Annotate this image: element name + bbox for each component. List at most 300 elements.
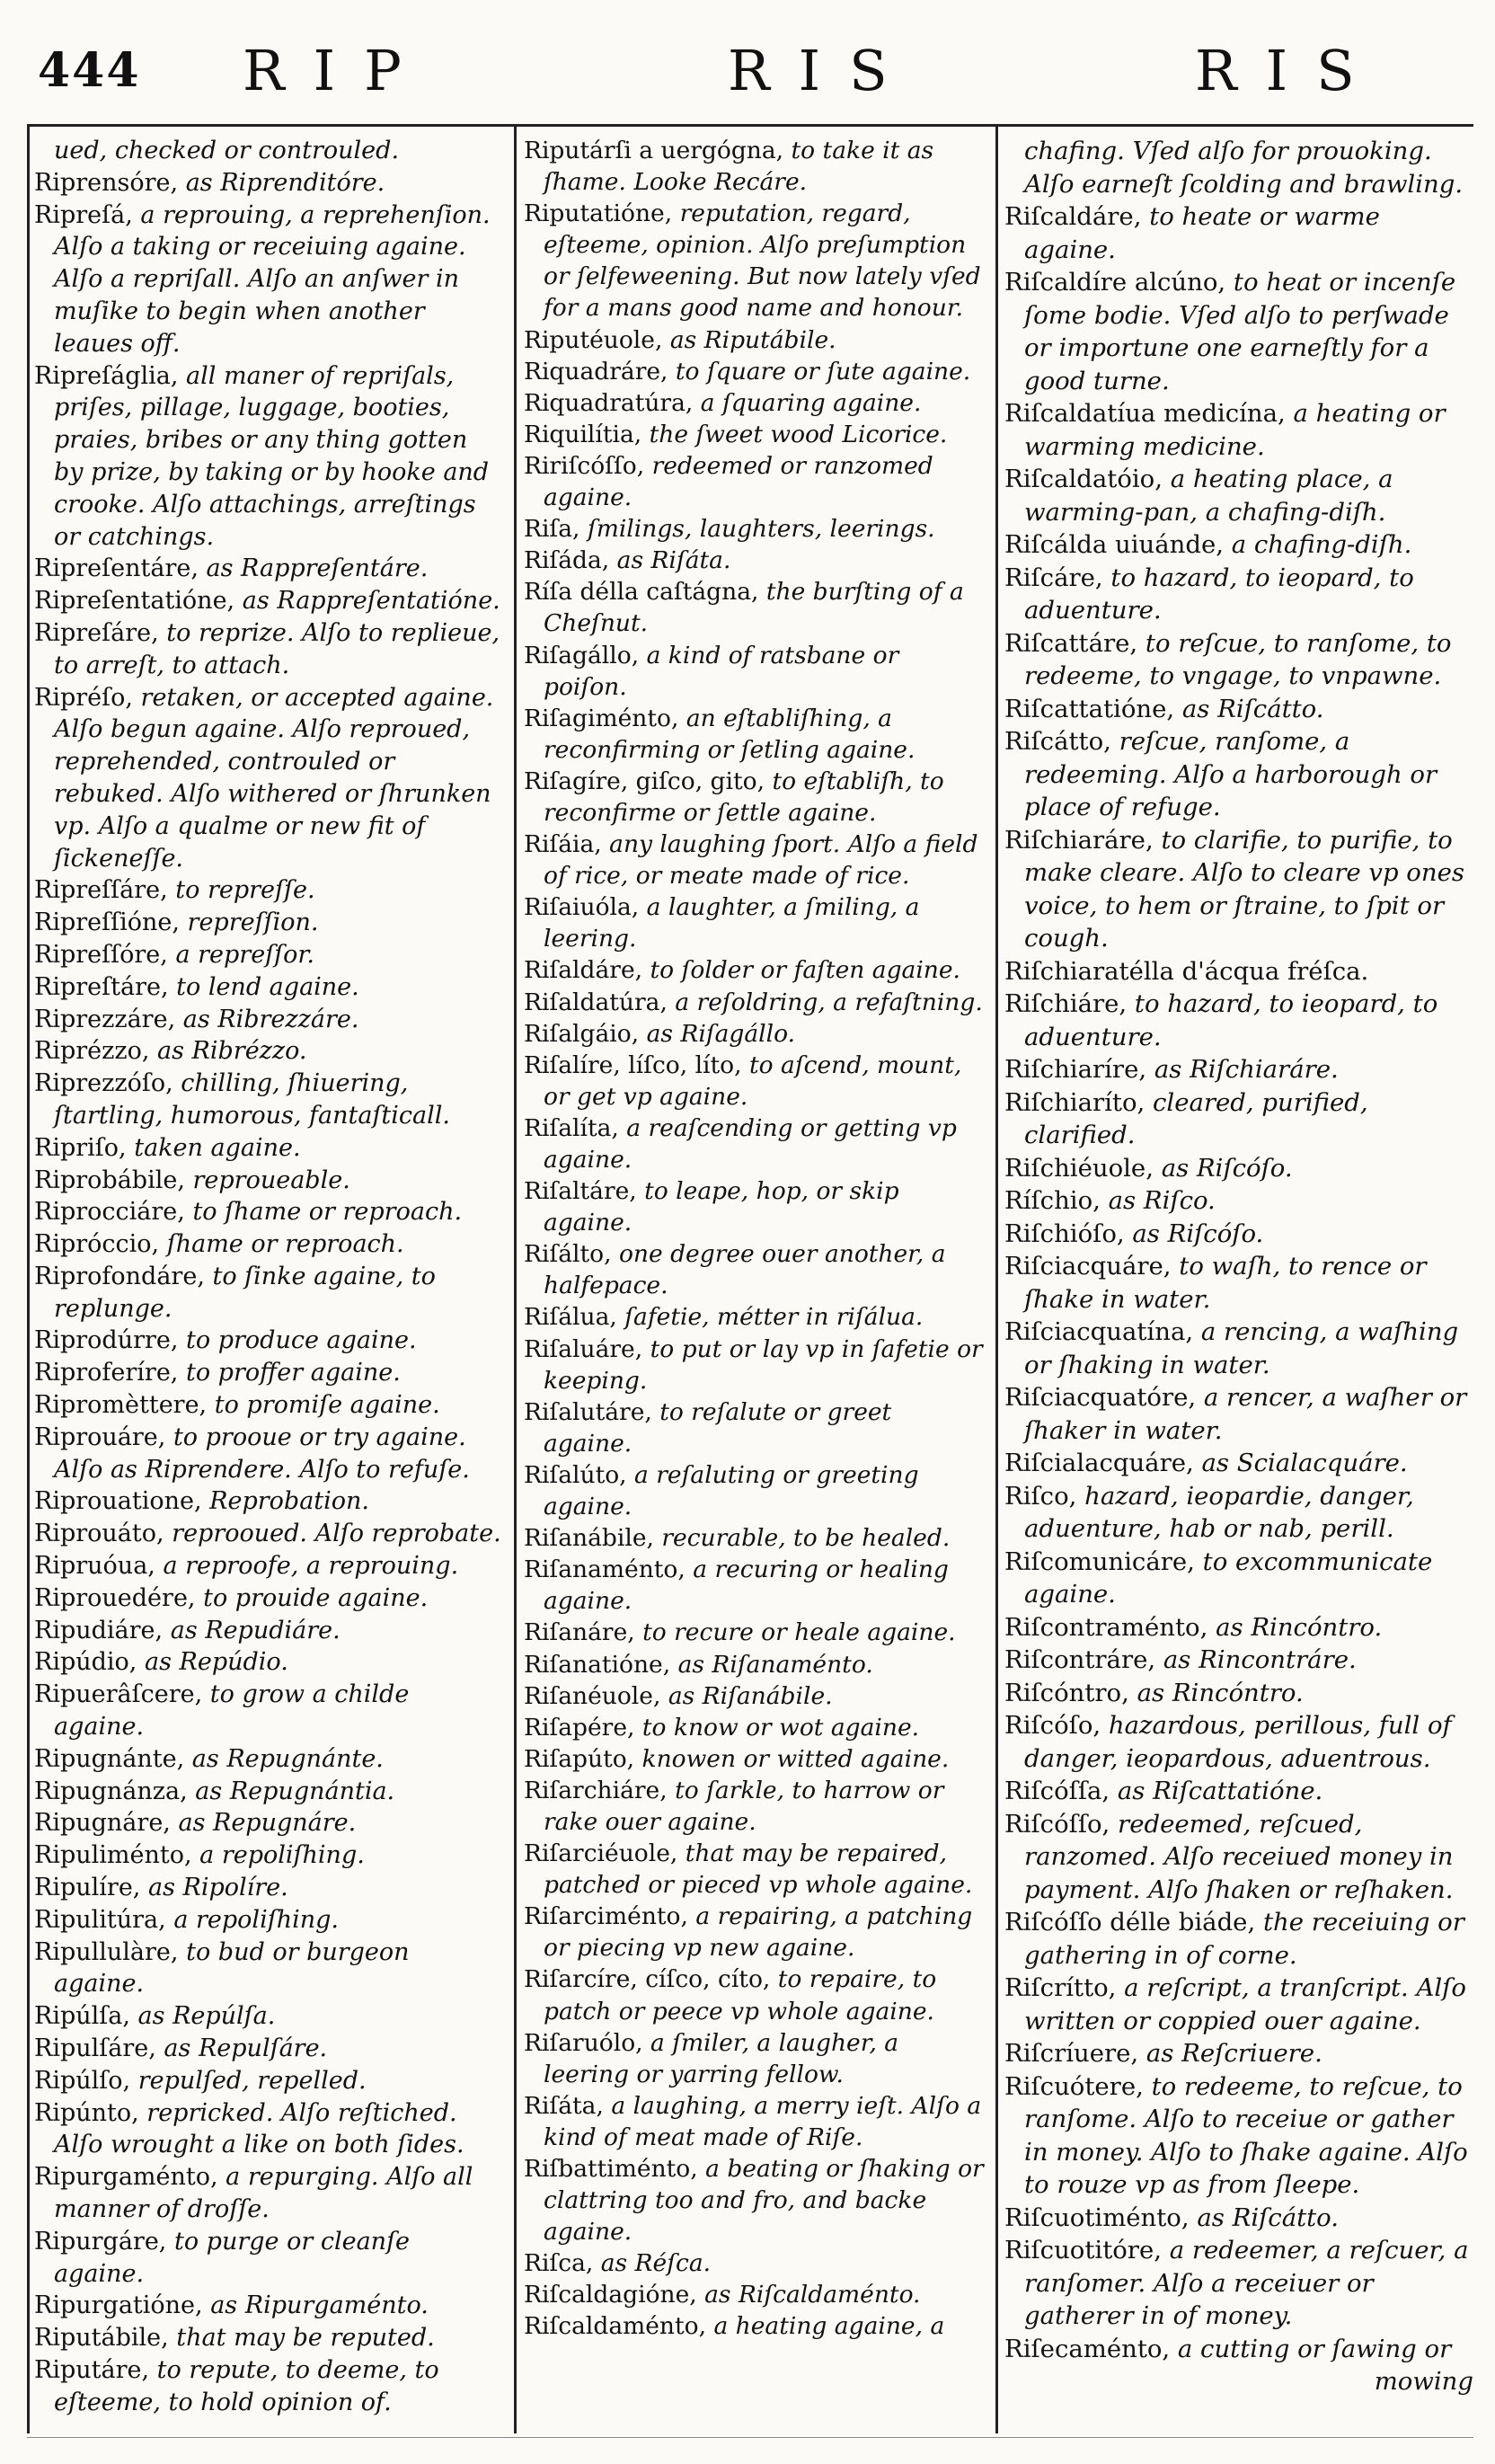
column-divider-1 [514, 124, 517, 2433]
definition: as Rappreſentatióne. [242, 587, 500, 616]
headword: Riſcialacquáre, [1004, 1449, 1202, 1477]
dictionary-entry [34, 2354, 501, 2419]
dictionary-entry [1004, 2234, 1473, 2333]
definition: to bud or burgeon againe. [54, 1937, 410, 1999]
dictionary-entry [1004, 1184, 1473, 1218]
definition: as Repúlſa. [137, 2002, 276, 2031]
dictionary-entry [1004, 693, 1473, 726]
dictionary-entry [524, 1712, 984, 1743]
definition: to ſarkle, to harrow or rake ouer againe. [544, 1776, 944, 1836]
definition: reſcue, ranſome, a redeeming. Alſo a harborough or place of refuge. [1024, 727, 1438, 821]
dictionary-entry [1004, 463, 1473, 528]
headword: Ripriſo, [34, 1133, 135, 1162]
dictionary-entry [524, 1775, 984, 1838]
dictionary-entry [524, 2310, 984, 2342]
headword: Riprouáre, [34, 1423, 173, 1451]
headword: Riſagállo, [524, 641, 647, 669]
definition: to hazard, to ieopard, to aduenture. [1024, 563, 1414, 625]
dictionary-entry [524, 1334, 984, 1396]
definition: to excommunicate againe. [1024, 1547, 1433, 1609]
headword: Riputáre, [34, 2355, 157, 2384]
dictionary-entry [524, 1838, 984, 1901]
dictionary-entry [34, 1196, 501, 1228]
headword: Riſaldáre, [524, 956, 650, 985]
headword: Ripreſſáre, [34, 876, 176, 905]
definition: hazardous, perillous, full of danger, ieopardous, aduentrous. [1024, 1711, 1452, 1773]
definition: as Riſcóſo. [1132, 1219, 1264, 1248]
definition: to proffer againe. [185, 1359, 401, 1387]
dictionary-entry [34, 2065, 501, 2097]
headword: Ripúlſa, [34, 2002, 138, 2031]
definition: repreſſion. [187, 908, 319, 937]
definition: as Ribrézzo. [157, 1037, 307, 1066]
headword: Riſco, [1004, 1481, 1085, 1511]
headword: Riſanábile, [524, 1524, 662, 1553]
headword: Riſcontráre, [1004, 1645, 1163, 1674]
dictionary-entry [34, 2033, 501, 2065]
dictionary-entry [524, 387, 984, 419]
dictionary-entry [1004, 824, 1473, 955]
headword: Riſchiaríre, [1004, 1055, 1154, 1084]
headword: Riſarcíre, cíſco, cíto, [524, 1965, 778, 1994]
dictionary-entry [1004, 2070, 1473, 2202]
headword: Riprouáto, [34, 1520, 172, 1548]
dictionary-entry [524, 198, 984, 324]
column-1 [34, 135, 501, 2419]
definition: to repaire, to patch or peece vp whole againe. [544, 1965, 937, 2025]
dictionary-entry [1004, 2202, 1473, 2235]
definition: retaken, or accepted againe. Alſo begun againe. Alſo reproued, reprehended, controuled or rebuked. Alſo withered or ſhrunken vp. Alſo a qualme or new fit of ſickeneſſe. [54, 683, 494, 873]
definition: as Riputábile. [669, 325, 836, 354]
dictionary-entry [1004, 1906, 1473, 1972]
definition: to recure or heale againe. [642, 1618, 956, 1647]
headword: Ripromèttere, [34, 1391, 215, 1420]
definition: to leape, hop, or skip againe. [544, 1177, 899, 1237]
headword: Riſcuótere, [1004, 2071, 1152, 2101]
dictionary-entry [34, 2290, 501, 2322]
headword: Riſcaldatóio, [1004, 465, 1171, 493]
dictionary-entry [524, 1617, 984, 1648]
headword: Riſcaldáre, [1004, 202, 1150, 231]
definition: chilling, ſhiuering, ſtartling, humorous, fantaſticall. [54, 1069, 450, 1130]
definition: ſhame or reproach. [166, 1230, 404, 1259]
dictionary-entry [524, 324, 984, 356]
definition: a redeemer, a reſcuer, a ranſomer. Alſo a receiuer or gatherer in of money. [1024, 2236, 1469, 2330]
definition: to heate or warme againe. [1024, 202, 1380, 264]
headword: Riſchiéuole, [1004, 1153, 1162, 1183]
dictionary-entry [524, 703, 984, 766]
headword: Ripreſáglia, [34, 361, 187, 390]
definition: ſafetie, métter in riſálua. [624, 1303, 924, 1332]
headword: Ripurgatióne, [34, 2291, 211, 2320]
dictionary-entry [1004, 1709, 1473, 1775]
dictionary-entry [524, 1396, 984, 1459]
dictionary-entry [524, 545, 984, 576]
headword: Ripugnáre, [34, 1809, 179, 1838]
definition: to purge or cleanſe againe. [54, 2227, 411, 2288]
dictionary-entry [524, 2153, 984, 2247]
dictionary-entry [34, 1807, 501, 1839]
headword: Riſalíta, [524, 1113, 627, 1142]
dictionary-entry [1004, 1218, 1473, 1251]
definition: as Riſcaldaménto. [704, 2281, 921, 2309]
dictionary-entry [524, 356, 984, 387]
headword: Riſanéuole, [524, 1681, 668, 1710]
definition: any laughing ſport. Alſo a field of rice, or meate made of rice. [544, 830, 978, 891]
headword: Riproferíre, [34, 1359, 186, 1387]
headword: Ripreſentatióne, [34, 587, 243, 616]
definition: to lend againe. [176, 972, 359, 1001]
headword: Riſciacquáre, [1004, 1252, 1180, 1281]
definition: to ſhame or reproach. [192, 1198, 463, 1227]
headword: Riſchióſo, [1004, 1219, 1133, 1248]
definition: a beating or ſhaking or clattring too and fro, and backe againe. [544, 2155, 984, 2247]
headword: Riſciacquatóre, [1004, 1383, 1204, 1412]
headword: Riſapúto, [524, 1744, 642, 1773]
definition: as Scialacquáre. [1201, 1449, 1408, 1477]
dictionary-entry [1004, 528, 1473, 562]
headword: Ripreſáre, [34, 618, 167, 647]
definition: a kind of ratsbane or poiſon. [544, 641, 899, 701]
definition: to ſinke againe, to replunge. [54, 1262, 436, 1323]
headword: Riputatióne, [524, 199, 680, 228]
definition: as Riſanaménto. [677, 1650, 873, 1679]
dictionary-entry [34, 167, 501, 199]
dictionary-entry [524, 1238, 984, 1301]
definition: Reprobation. [209, 1487, 370, 1516]
dictionary-entry [34, 939, 501, 971]
dictionary-entry [34, 1550, 501, 1582]
headword: Riſecaménto, [1004, 2334, 1178, 2363]
definition: as Riſcattatióne. [1117, 1777, 1323, 1805]
dictionary-entry [1004, 955, 1473, 988]
definition: to take it as ſhame. Looke Recáre. [544, 137, 934, 197]
definition: repulſed, repelled. [137, 2066, 367, 2095]
definition: as Ripurgaménto. [210, 2291, 429, 2320]
dictionary-entry [34, 617, 501, 682]
dictionary-entry [34, 1357, 501, 1389]
headword: Riſarchiáre, [524, 1776, 676, 1804]
definition: recurable, to be healed. [661, 1524, 951, 1553]
definition: repricked. Alſo reſtiched. Alſo wrought a like on both ſides. [54, 2098, 464, 2159]
column-3 [1004, 135, 1473, 2398]
dictionary-entry [34, 1422, 501, 1486]
running-head-right: RIS [1195, 38, 1384, 103]
dictionary-entry [34, 1132, 501, 1165]
headword: Ripurgaménto, [34, 2163, 226, 2192]
dictionary-entry [524, 1522, 984, 1554]
definition: as Riprenditóre. [185, 168, 385, 197]
dictionary-entry [1004, 1677, 1473, 1710]
definition: a heating place, a warming-pan, a chafing-diſh. [1024, 465, 1393, 527]
headword: Riprézzo, [34, 1037, 158, 1066]
headword: Ripúlſo, [34, 2066, 138, 2095]
definition: a cutting or ſawing or [1177, 2334, 1452, 2363]
definition: to grow a childe againe. [54, 1680, 410, 1742]
headword: Ríſchio, [1004, 1186, 1109, 1215]
definition: a recuring or healing againe. [544, 1556, 949, 1616]
dictionary-entry [1004, 1086, 1473, 1152]
headword: Riſcaldagióne, [524, 2281, 705, 2309]
definition: to aſcend, mount, or get vp againe. [544, 1050, 962, 1111]
headword: Riſciacquatína, [1004, 1317, 1201, 1346]
definition: a reſcript, a tranſcript. Alſo written or coppied ouer againe. [1024, 1973, 1466, 2035]
headword: Ripulíre, [34, 1874, 148, 1902]
headword: Ripróccio, [34, 1230, 167, 1259]
dictionary-entry [1004, 1808, 1473, 1907]
dictionary-entry [1004, 1250, 1473, 1316]
headword: Riſáda, [524, 546, 617, 575]
headword: Ripreſentáre, [34, 554, 207, 583]
headword: Riſcuotiménto, [1004, 2203, 1198, 2232]
dictionary-entry [1004, 200, 1473, 266]
headword: Riſcattáre, [1004, 628, 1146, 658]
dictionary-entry [34, 2097, 501, 2162]
definition: a repreſſor. [175, 940, 314, 969]
headword: Riſchiáre, [1004, 989, 1135, 1018]
definition: a laughter, a ſmiling, a leering. [544, 893, 920, 953]
dictionary-entry [524, 1459, 984, 1522]
definition: as Repudiáre. [170, 1616, 341, 1644]
definition: redeemed, reſcued, ranzomed. Alſo receiued money in payment. Alſo ſhaken or reſhaken. [1024, 1809, 1454, 1904]
headword: Riſcomunicáre, [1004, 1547, 1203, 1576]
definition: as Riſcátto. [1197, 2203, 1340, 2232]
dictionary-entry [524, 576, 984, 639]
headword: Riſarciménto, [524, 1902, 696, 1931]
definition: taken againe. [134, 1133, 301, 1162]
headword: Riprocciáre, [34, 1198, 193, 1227]
headword: Ripruóua, [34, 1552, 164, 1581]
headword: Ripúdio, [34, 1648, 145, 1677]
definition: to reſcue, to ranſome, to redeeme, to vngage, to vnpawne. [1024, 628, 1452, 690]
definition: as Rincóntro. [1137, 1678, 1304, 1707]
dictionary-entry [1004, 1152, 1473, 1185]
footer-rule [27, 2437, 1473, 2438]
dictionary-entry [524, 2247, 984, 2279]
headword: Riſcáre, [1004, 563, 1111, 592]
definition: as Riſcátto. [1181, 694, 1324, 723]
dictionary-entry [34, 2000, 501, 2033]
dictionary-entry [524, 1743, 984, 1775]
definition: to prooue or try againe. Alſo as Riprendere. Alſo to refuſe. [54, 1423, 470, 1484]
definition: a repairing, a patching or piecing vp new againe. [544, 1902, 973, 1963]
dictionary-entry [524, 987, 984, 1018]
headword: Ripreſá, [34, 200, 141, 229]
definition: as Repúdio. [144, 1648, 288, 1677]
dictionary-entry [34, 199, 501, 360]
headword: Riſcaldaménto, [524, 2312, 714, 2341]
headword: Riquilítia, [524, 420, 650, 448]
headword: Riſcálda uiuánde, [1004, 530, 1232, 559]
definition: a repurging. Alſo all manner of droſſe. [54, 2163, 473, 2223]
headword: Riſáia, [524, 830, 610, 859]
dictionary-entry [34, 1904, 501, 1937]
headword: Riſálua, [524, 1303, 625, 1332]
headword: Riſca, [524, 2249, 601, 2278]
definition: to prouide againe. [203, 1583, 429, 1612]
headword: Ripuliménto, [34, 1841, 200, 1870]
dictionary-entry [1004, 1775, 1473, 1808]
definition: reproueable. [192, 1166, 350, 1194]
dictionary-entry [34, 1004, 501, 1036]
dictionary-entry [34, 1389, 501, 1422]
dictionary-entry [34, 1872, 501, 1904]
definition: a reſoldring, a refaſtning. [675, 988, 983, 1016]
definition: as Riſco. [1108, 1186, 1216, 1215]
definition: to ſquare or ſute againe. [675, 357, 971, 386]
dictionary-entry [1004, 1381, 1473, 1447]
headword: Riſaluáre, [524, 1334, 650, 1363]
definition: as Rappreſentáre. [206, 554, 429, 583]
definition: as Réſca. [600, 2249, 712, 2278]
definition: redeemed or ranzomed againe. [544, 451, 933, 512]
headword: Ripúnto, [34, 2098, 147, 2127]
headword: Ripreſſióne, [34, 908, 188, 937]
dictionary-entry [34, 907, 501, 939]
catchword: mowing [1374, 2367, 1473, 2396]
definition: to eſtabliſh, to reconfirme or ſettle againe. [544, 767, 944, 827]
headword: Ripréſo, [34, 683, 141, 712]
dictionary-entry [524, 450, 984, 513]
dictionary-entry [34, 1035, 501, 1068]
definition: cleared, purified, clarified. [1024, 1087, 1368, 1149]
definition: reprooued. Alſo reprobate. [172, 1520, 501, 1548]
dictionary-entry [524, 135, 984, 198]
dictionary-entry [1004, 2333, 1473, 2366]
dictionary-entry [524, 1050, 984, 1112]
dictionary-entry [524, 766, 984, 829]
definition: to repute, to deeme, to eſteeme, to hold opinion of. [54, 2355, 439, 2416]
definition: knowen or witted againe. [641, 1744, 950, 1773]
dictionary-entry [524, 513, 984, 545]
headword: Riſagiménto, [524, 704, 686, 732]
headword: Riſarciéuole, [524, 1839, 686, 1868]
dictionary-entry [524, 1175, 984, 1238]
column-divider-2 [995, 124, 998, 2433]
definition: that may be reputed. [176, 2324, 435, 2353]
definition: to promiſe againe. [214, 1391, 440, 1420]
headword: Ripugnánte, [34, 1744, 192, 1773]
definition: a rencer, a waſher or ſhaker in water. [1024, 1383, 1467, 1445]
definition: the ſweet wood Licorice. [649, 420, 948, 448]
definition: a reaſcending or getting vp againe. [544, 1113, 957, 1174]
definition: a repoliſhing. [199, 1841, 365, 1870]
definition: a rencing, a waſhing or ſhaking in water. [1024, 1317, 1459, 1379]
dictionary-entry [524, 2027, 984, 2090]
headword: Ríſa délla caſtágna, [524, 578, 766, 607]
definition: to reprize. Alſo to replieue, to arreſt, to attach. [54, 618, 500, 679]
dictionary-entry [1004, 1644, 1473, 1677]
dictionary-entry [524, 1554, 984, 1617]
dictionary-entry [34, 682, 501, 875]
dictionary-entry [1004, 1053, 1473, 1086]
dictionary-entry [34, 1068, 501, 1132]
definition: as Ripolíre. [147, 1874, 288, 1902]
headword: Ripreſſóre, [34, 940, 176, 969]
dictionary-entry [34, 1615, 501, 1647]
definition: to waſh, to rence or ſhake in water. [1024, 1252, 1427, 1314]
dictionary-entry [524, 640, 984, 703]
definition: a ſquaring againe. [700, 388, 922, 417]
headword: Riprezzáre, [34, 1005, 183, 1033]
dictionary-entry [524, 1301, 984, 1333]
dictionary-entry [1004, 1611, 1473, 1644]
definition: reputation, regard, eſteeme, opinion. Alſo preſumption or ſelfeweening. But now lately vſed for a mans good name and honour. [544, 199, 981, 323]
headword: Riprezzóſo, [34, 1069, 181, 1098]
headword: Ripulſáre, [34, 2034, 164, 2063]
headword: Riſalúto, [524, 1460, 635, 1489]
dictionary-entry [524, 1963, 984, 2026]
dictionary-entry [1004, 988, 1473, 1053]
headword: Riquadráre, [524, 357, 676, 386]
dictionary-entry [524, 2279, 984, 2310]
headword: Riſchiaratélla d'ácqua fréſca. [1004, 956, 1369, 986]
dictionary-entry [34, 1839, 501, 1872]
dictionary-entry [1004, 1546, 1473, 1611]
dictionary-entry [1004, 2037, 1473, 2070]
running-head-center: RIS [728, 38, 916, 103]
dictionary-entry [34, 553, 501, 585]
dictionary-entry [1004, 1480, 1473, 1546]
headword: Riſcrítto, [1004, 1973, 1125, 2002]
dictionary-entry [524, 954, 984, 986]
dictionary-entry [34, 1646, 501, 1679]
dictionary-entry [1004, 1972, 1473, 2037]
dictionary-entry [1004, 627, 1473, 693]
headword: Riquadratúra, [524, 388, 701, 417]
running-head-left: RIP [243, 38, 430, 103]
definition: to know or wot againe. [641, 1713, 920, 1742]
definition: to ſolder or faſten againe. [650, 956, 960, 985]
dictionary-entry [524, 2090, 984, 2153]
headword: Riſcóſſa, [1004, 1777, 1118, 1805]
dictionary-entry [524, 1680, 984, 1712]
definition: hazard, ieopardie, danger, aduenture, hab or nab, perill. [1024, 1481, 1414, 1543]
definition: as Rincóntro. [1216, 1612, 1383, 1642]
dictionary-entry [34, 971, 501, 1004]
dictionary-entry [34, 360, 501, 554]
dictionary-entry [34, 1582, 501, 1615]
definition: chafing. Vſed alſo for prouoking. Alſo earneſt ſcolding and brawling. [1024, 137, 1464, 199]
headword: Riſanatióne, [524, 1650, 678, 1679]
dictionary-entry [34, 135, 501, 167]
definition: a laughing, a merry ieſt. Alſo a kind of meat made of Riſe. [544, 2091, 982, 2151]
headword: Riprodúrre, [34, 1326, 187, 1355]
headword: Riprobábile, [34, 1166, 193, 1194]
headword: Riſcóſſo, [1004, 1809, 1119, 1839]
header-rule [27, 124, 1473, 127]
definition: to repreſſe. [175, 876, 315, 905]
headword: Ripurgáre, [34, 2227, 174, 2256]
dictionary-entry [1004, 562, 1473, 627]
definition: to heat or incenſe ſome bodie. Vſed alſo to perſwade or importune one earneſtly for a good turne. [1024, 268, 1456, 395]
definition: all maner of repriſals, priſes, pillage, luggage, booties, praies, bribes or any thing gotten by prize, by taking or by hooke and crooke. Alſo attachings, arreſtings or catchings. [54, 361, 490, 551]
running-header [27, 36, 1473, 108]
headword: Riſcóntro, [1004, 1678, 1137, 1707]
headword: Riprensóre, [34, 168, 186, 197]
definition: to put or lay vp in ſafetie or keeping. [544, 1334, 983, 1395]
definition: a heating againe, a [713, 2312, 945, 2341]
headword: Riſcaldatíua medicína, [1004, 399, 1294, 428]
headword: Riſálto, [524, 1240, 619, 1269]
dictionary-entry [34, 1228, 501, 1261]
definition: a repoliſhing. [173, 1905, 339, 1934]
headword: Riputárſi a uergógna, [524, 137, 792, 164]
dictionary-entry [524, 419, 984, 450]
headword: Riprouatione, [34, 1487, 210, 1516]
headword: Riſa, [524, 515, 588, 544]
definition: a ſmiler, a laugher, a leering or yarring fellow. [544, 2028, 899, 2088]
